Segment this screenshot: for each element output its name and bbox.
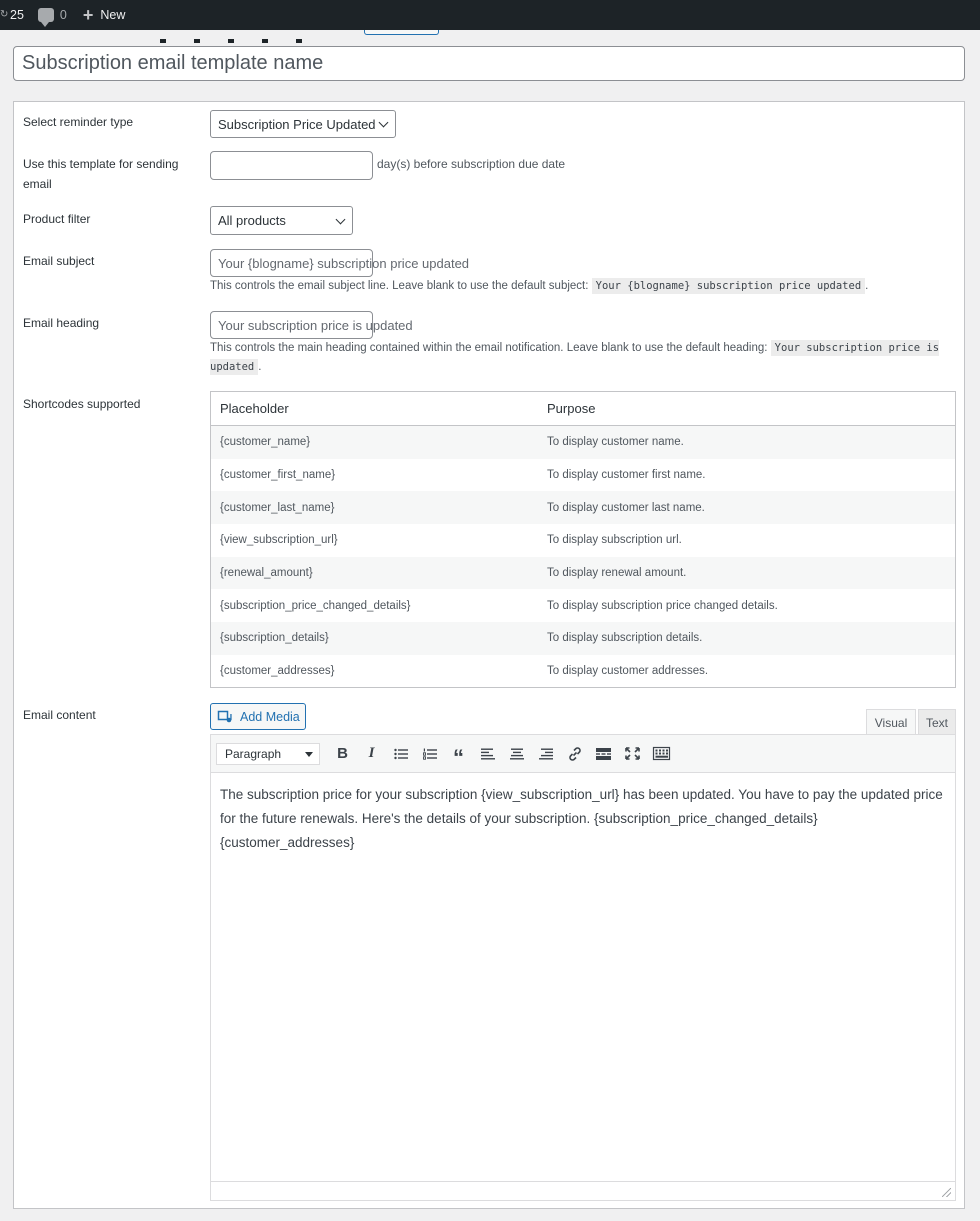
reminder-type-value: Subscription Price Updated	[218, 116, 376, 132]
plus-icon: +	[82, 5, 94, 25]
blockquote-icon: “	[453, 744, 464, 770]
admin-bar	[0, 0, 980, 30]
bold-icon: B	[337, 745, 348, 762]
link-icon	[567, 746, 583, 762]
align-right-button[interactable]	[531, 741, 560, 767]
purpose-cell: To display customer addresses.	[547, 665, 709, 678]
email-heading-placeholder: Your subscription price is updated	[218, 317, 413, 333]
align-left-icon	[481, 748, 495, 760]
purpose-cell: To display customer first name.	[547, 469, 706, 482]
toolbar-toggle-button[interactable]	[647, 741, 676, 767]
placeholder-cell: {customer_first_name}	[220, 469, 336, 482]
chevron-down-icon	[379, 118, 389, 128]
placeholder-cell: {renewal_amount}	[220, 567, 313, 580]
format-select[interactable]	[216, 743, 320, 765]
italic-icon: I	[368, 745, 375, 761]
email-content-editor	[210, 734, 956, 1201]
tab-text[interactable]: Text	[918, 709, 956, 735]
template-name-placeholder: Subscription email template name	[22, 52, 324, 74]
shortcodes-table	[210, 391, 956, 688]
email-heading-desc-text: This controls the main heading contained within the email notification. Leave blank to use the default heading:	[210, 342, 771, 354]
resize-handle-icon[interactable]	[942, 1188, 951, 1197]
align-center-button[interactable]	[502, 741, 531, 767]
add-media-label: Add Media	[240, 709, 300, 724]
placeholder-cell: {customer_addresses}	[220, 665, 335, 678]
email-subject-description: This controls the email subject line. Leave blank to use the default subject: Your {blogname} subscription price updated .	[210, 280, 869, 292]
purpose-column-header: Purpose	[547, 401, 596, 416]
email-heading-description: This controls the main heading contained within the email notification. Leave blank to use the default heading: Your subscription price is updated .	[210, 342, 940, 373]
table-row	[211, 557, 955, 590]
product-filter-select[interactable]	[210, 206, 353, 235]
new-label: New	[100, 8, 126, 22]
updates-count: 25	[10, 8, 24, 22]
numbered-list-icon	[423, 748, 437, 760]
days-before-suffix: day(s) before subscription due date	[377, 157, 566, 171]
purpose-cell: To display renewal amount.	[547, 567, 687, 580]
add-media-button[interactable]	[210, 703, 306, 730]
email-subject-input[interactable]	[210, 249, 470, 277]
updates-link[interactable]	[0, 0, 24, 30]
email-heading-label: Email heading	[23, 316, 100, 330]
days-before-input[interactable]	[210, 151, 373, 180]
product-filter-label: Product filter	[23, 212, 91, 226]
table-row	[211, 622, 955, 655]
purpose-cell: To display customer last name.	[547, 501, 705, 514]
bullet-list-button[interactable]	[386, 741, 415, 767]
read-more-button[interactable]	[589, 741, 618, 767]
insert-link-button[interactable]	[560, 741, 589, 767]
editor-toolbar	[211, 735, 955, 773]
placeholder-cell: {view_subscription_url}	[220, 534, 338, 547]
fullscreen-button[interactable]	[618, 741, 647, 767]
purpose-cell: To display subscription url.	[547, 534, 682, 547]
chevron-down-icon	[336, 214, 346, 224]
updates-icon: ↻	[0, 9, 9, 20]
comment-bubble-icon	[38, 8, 54, 22]
read-more-icon	[596, 748, 611, 760]
days-before-label: Use this template for sending email	[23, 157, 179, 191]
email-subject-desc-text: This controls the email subject line. Leave blank to use the default subject:	[210, 280, 592, 292]
table-row	[211, 426, 955, 459]
email-subject-label: Email subject	[23, 254, 95, 268]
new-content-link[interactable]	[83, 0, 126, 30]
format-value: Paragraph	[225, 746, 282, 761]
media-icon	[218, 711, 232, 723]
comments-link[interactable]	[38, 0, 67, 30]
email-subject-default: Your {blogname} subscription price updated	[592, 278, 866, 294]
bullet-list-icon	[394, 748, 408, 760]
template-settings-panel	[13, 101, 965, 1209]
comments-count: 0	[59, 8, 67, 22]
align-right-icon	[539, 748, 553, 760]
editor-content-area[interactable]: The subscription price for your subscription {view_subscription_url} has been updated. You have to pay the updated price for the future renewals. Here's the details of your subscription. {subscription_price_changed_details} {customer_addresses}	[220, 787, 943, 850]
purpose-cell: To display subscription price changed details.	[547, 599, 778, 612]
numbered-list-button[interactable]	[415, 741, 444, 767]
table-row	[211, 459, 955, 492]
placeholder-cell: {customer_last_name}	[220, 501, 335, 514]
align-left-button[interactable]	[473, 741, 502, 767]
caret-down-icon	[305, 752, 313, 757]
shortcodes-table-header	[211, 392, 955, 426]
email-subject-placeholder: Your {blogname} subscription price updated	[218, 255, 470, 271]
email-content-label: Email content	[23, 708, 96, 722]
purpose-cell: To display customer name.	[547, 436, 684, 449]
tab-visual[interactable]: Visual	[866, 709, 916, 735]
placeholder-cell: {subscription_price_changed_details}	[220, 599, 411, 612]
template-name-input[interactable]	[13, 46, 965, 81]
align-center-icon	[510, 748, 524, 760]
keyboard-icon	[653, 747, 670, 760]
product-filter-value: All products	[218, 213, 286, 228]
table-row	[211, 655, 955, 688]
blockquote-button[interactable]	[444, 741, 473, 770]
placeholder-column-header: Placeholder	[220, 401, 289, 416]
email-heading-input[interactable]	[210, 311, 413, 339]
placeholder-cell: {subscription_details}	[220, 632, 329, 645]
placeholder-cell: {customer_name}	[220, 436, 311, 449]
reminder-type-select[interactable]	[210, 110, 396, 138]
email-heading-default: Your subscription price is updated	[210, 342, 940, 373]
page-heading-fragment	[160, 30, 330, 34]
bold-button[interactable]	[328, 741, 357, 767]
purpose-cell: To display subscription details.	[547, 632, 703, 645]
italic-button[interactable]	[357, 741, 386, 767]
shortcodes-label: Shortcodes supported	[23, 397, 141, 411]
editor-status-bar	[211, 1181, 955, 1200]
table-row	[211, 524, 955, 557]
table-row	[211, 491, 955, 524]
table-row	[211, 589, 955, 622]
reminder-type-label: Select reminder type	[23, 115, 134, 129]
fullscreen-icon	[625, 747, 640, 760]
